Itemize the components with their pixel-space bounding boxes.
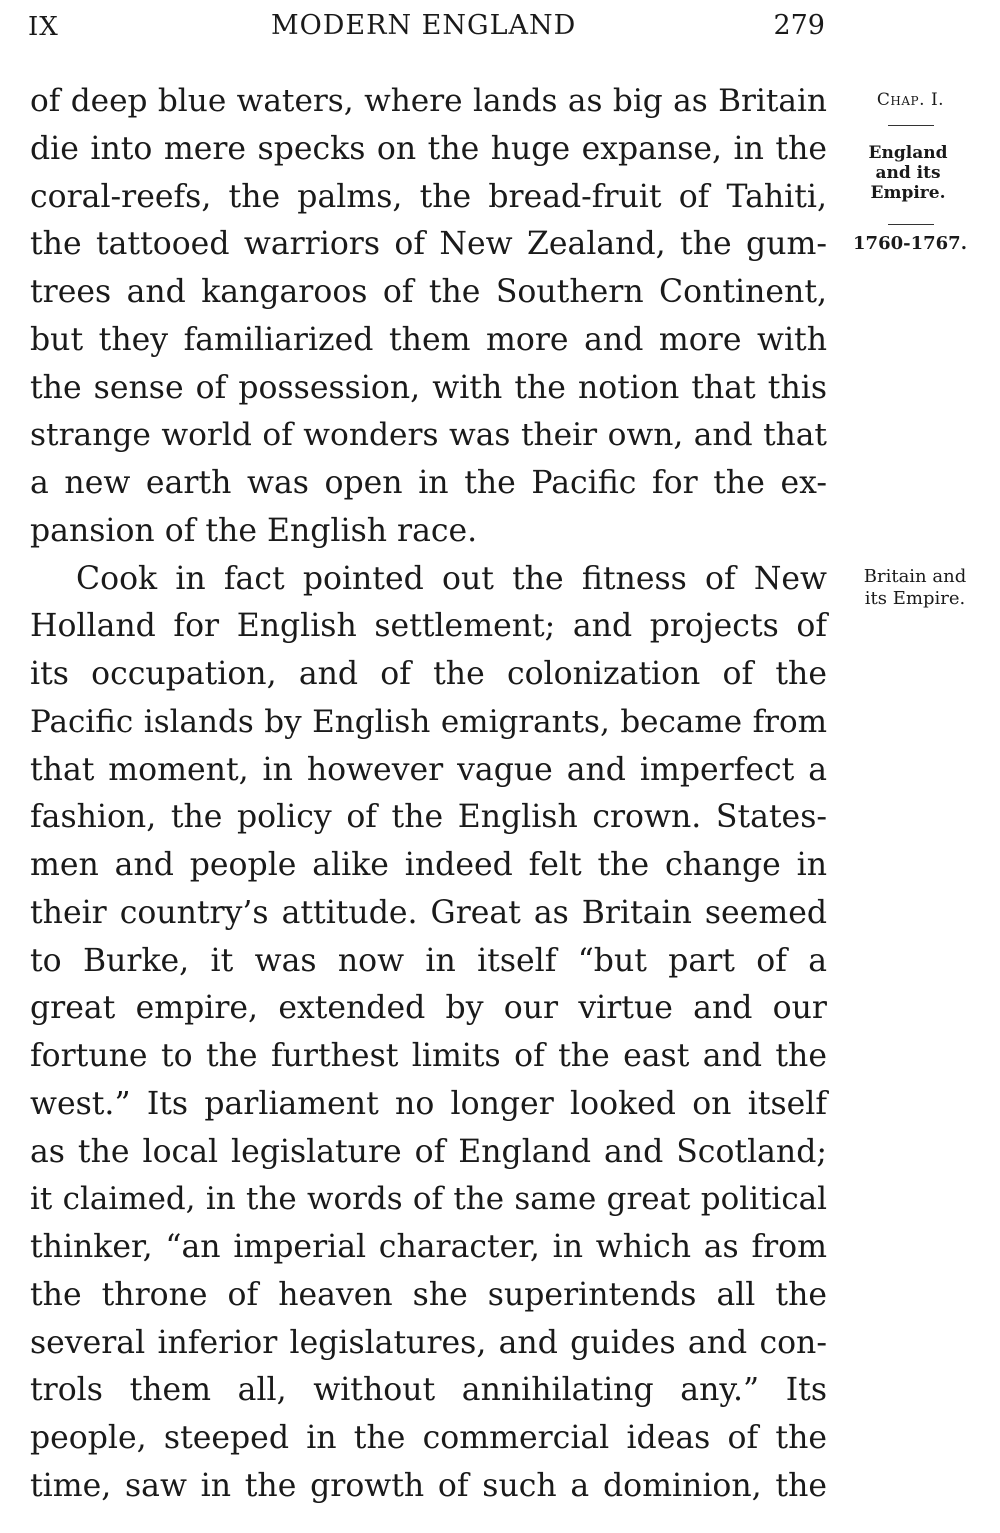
running-head: [28, 10, 828, 46]
text-line: Pacific islands by English emigrants, became from: [30, 703, 827, 740]
text-line: it claimed, in the words of the same great political: [30, 1181, 827, 1218]
text-line: but they familiarized them more and more with: [30, 321, 827, 358]
text-line: trols them all, without annihilating any.” Its: [30, 1372, 827, 1409]
book-title: MODERN ENGLAND: [271, 10, 577, 41]
text-line: time, saw in the growth of such a dominion, the: [30, 1467, 827, 1504]
text-line: Holland for English settlement; and projects of: [30, 608, 827, 645]
margin-note-line: Britain and: [863, 566, 967, 587]
margin-rule: [888, 224, 934, 225]
text-line: pansion of the English race.: [30, 512, 478, 549]
text-line: of deep blue waters, where lands as big as Britain: [30, 83, 827, 119]
margin-note-line: its Empire.: [864, 588, 966, 609]
chapter-number: IX: [28, 12, 59, 42]
text-line: that moment, in however vague and imperfect a: [30, 751, 827, 788]
text-line: trees and kangaroos of the Southern Continent,: [30, 274, 827, 310]
text-line: Cook in fact pointed out the fitness of New: [76, 560, 827, 597]
text-line: strange world of wonders was their own, and that: [30, 417, 827, 454]
text-line: the sense of possession, with the notion that this: [30, 369, 827, 406]
text-line: coral-reefs, the palms, the bread-fruit of Tahiti,: [30, 178, 827, 215]
page-number: 279: [773, 10, 825, 41]
margin-rule: [888, 125, 934, 126]
text-line: their country’s attitude. Great as Britain seemed: [30, 894, 827, 931]
margin-note-line: and its: [875, 163, 941, 183]
body-text: [30, 78, 827, 1511]
text-line: the throne of heaven she superintends all the: [30, 1276, 827, 1313]
text-line: west.” Its parliament no longer looked on itself: [30, 1085, 827, 1122]
text-line: die into mere specks on the huge expanse, in the: [30, 130, 827, 167]
text-line: people, steeped in the commercial ideas of the: [30, 1420, 827, 1456]
margin-chapter-label: Chap. I.: [876, 90, 945, 110]
text-line: as the local legislature of England and Scotland;: [30, 1133, 827, 1170]
text-line: fashion, the policy of the English crown. States-: [30, 799, 827, 836]
text-line: to Burke, it was now in itself “but part of a: [30, 942, 827, 979]
text-line: its occupation, and of the colonization of the: [30, 656, 827, 692]
text-line: several inferior legislatures, and guides and con-: [30, 1324, 827, 1361]
text-line: a new earth was open in the Pacific for the ex-: [30, 465, 827, 501]
text-line: great empire, extended by our virtue and our: [30, 990, 827, 1027]
margin-note-britain-empire: [842, 566, 988, 610]
margin-note-dates: 1760-1767.: [853, 233, 967, 254]
margin-note-england-empire: [852, 143, 964, 203]
text-line: thinker, “an imperial character, in which as from: [30, 1229, 827, 1265]
margin-note-line: England: [868, 143, 948, 163]
margin-note-line: Empire.: [870, 183, 946, 203]
text-line: fortune to the furthest limits of the east and the: [30, 1038, 827, 1074]
text-line: the tattooed warriors of New Zealand, the gum-: [30, 226, 827, 263]
text-line: men and people alike indeed felt the change in: [30, 847, 827, 883]
